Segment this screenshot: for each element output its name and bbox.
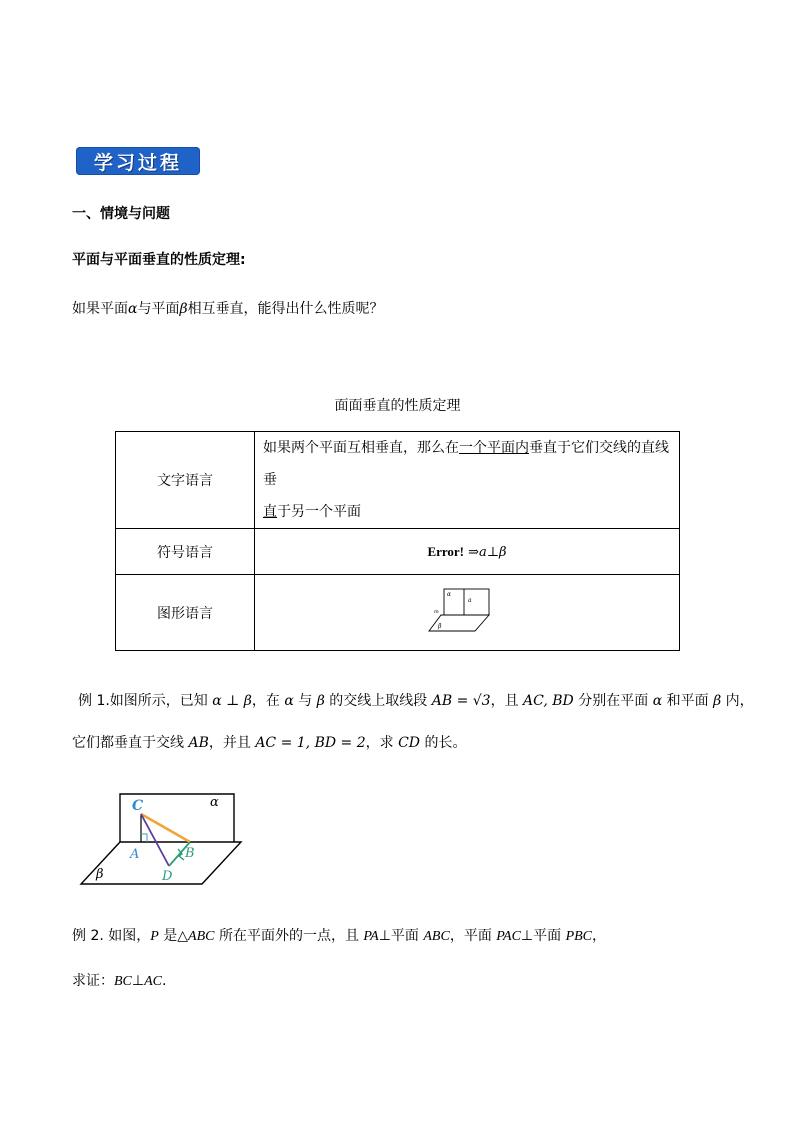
point-d-label: D xyxy=(162,869,173,884)
text: 和平面 xyxy=(662,693,714,709)
formula: PA xyxy=(363,929,379,944)
underlined-text: 一个平面内 xyxy=(459,440,529,456)
text: 是 xyxy=(158,928,178,944)
formula: α xyxy=(652,693,663,709)
text: 如果两个平面互相垂直，那么在 xyxy=(263,440,459,456)
formula: β xyxy=(713,693,722,709)
theorem-table xyxy=(115,431,680,651)
text: ，在 xyxy=(251,693,285,709)
text: ⊥平面 xyxy=(378,928,424,944)
text: ，且 xyxy=(490,693,524,709)
formula: ABC xyxy=(423,929,450,944)
formula: α xyxy=(284,693,294,709)
text: 分别在平面 xyxy=(573,693,653,709)
text: 如果平面 xyxy=(72,301,128,317)
text: ，平面 xyxy=(449,928,497,944)
example1-figure xyxy=(78,790,243,888)
formula: ⇒a⊥β xyxy=(464,544,507,560)
formula: α ⊥ β xyxy=(212,693,252,709)
example1-line1 xyxy=(78,690,754,710)
row-value-symbol xyxy=(255,529,680,575)
text: ，并且 xyxy=(208,735,256,751)
text: ， xyxy=(592,928,607,944)
text: 求证： xyxy=(72,973,114,989)
text: 相互垂直，能得出什么性质呢？ xyxy=(187,301,384,317)
underlined-text: 直 xyxy=(263,504,277,520)
text: ，求 xyxy=(365,735,399,751)
formula: AB = √3 xyxy=(431,693,491,709)
text: ⊥平面 xyxy=(520,928,566,944)
row-label-symbol: 符号语言 xyxy=(116,529,255,575)
formula: BC xyxy=(114,974,132,989)
formula: AC xyxy=(144,974,162,989)
table-caption: 面面垂直的性质定理 xyxy=(334,398,461,414)
text: 例 1.如图所示，已知 xyxy=(78,693,213,709)
formula: AC, BD xyxy=(523,693,574,709)
table-row xyxy=(116,575,680,651)
formula: CD xyxy=(398,735,421,751)
point-c-label: C xyxy=(132,798,144,814)
example2-line1 xyxy=(72,925,606,945)
formula: β xyxy=(316,693,325,709)
banner-title: 学习过程 xyxy=(93,151,182,174)
text: 例 2. 如图， xyxy=(72,928,151,944)
formula: AC = 1, BD = 2 xyxy=(255,735,366,751)
theorem-heading: 平面与平面垂直的性质定理: xyxy=(72,252,246,268)
symbol: β xyxy=(179,301,188,317)
text: ⊥ xyxy=(131,973,145,989)
formula: AB xyxy=(188,735,209,751)
text: 与平面 xyxy=(137,301,180,317)
text: 垂直于它们交线的直线垂 xyxy=(263,440,669,488)
a-label: a xyxy=(468,596,472,604)
example1-line2 xyxy=(72,732,466,752)
beta-label: β xyxy=(96,867,104,882)
point-b-label: B xyxy=(185,846,195,861)
alpha-label: α xyxy=(210,795,219,810)
text: 于另一个平面 xyxy=(277,504,361,520)
m-label: m xyxy=(434,608,439,615)
row-label-figure: 图形语言 xyxy=(116,575,255,651)
question-paragraph xyxy=(72,298,384,318)
symbol: α xyxy=(128,301,138,317)
row-value-text xyxy=(255,432,680,529)
formula: PAC xyxy=(496,929,521,944)
section-heading: 一、情境与问题 xyxy=(72,206,170,222)
table-row xyxy=(116,529,680,575)
error-text: Error! xyxy=(427,543,465,559)
table-row xyxy=(116,432,680,529)
section-banner xyxy=(76,147,200,175)
text: 内， xyxy=(721,693,754,709)
text: 的交线上取线段 xyxy=(324,693,432,709)
text: 所在平面外的一点，且 xyxy=(214,928,364,944)
text: 的长。 xyxy=(420,735,467,751)
text: . xyxy=(161,973,167,989)
formula: P xyxy=(150,929,159,944)
planes-figure xyxy=(427,587,507,639)
formula: PBC xyxy=(565,929,593,944)
beta-label: β xyxy=(438,622,442,630)
example2-line2 xyxy=(72,970,166,990)
row-value-figure xyxy=(255,575,680,651)
point-a-label: A xyxy=(130,847,140,862)
text: 它们都垂直于交线 xyxy=(72,735,189,751)
formula: △ABC xyxy=(177,929,215,944)
text: 与 xyxy=(293,693,317,709)
alpha-label: α xyxy=(447,590,452,598)
row-label-text: 文字语言 xyxy=(116,432,255,529)
